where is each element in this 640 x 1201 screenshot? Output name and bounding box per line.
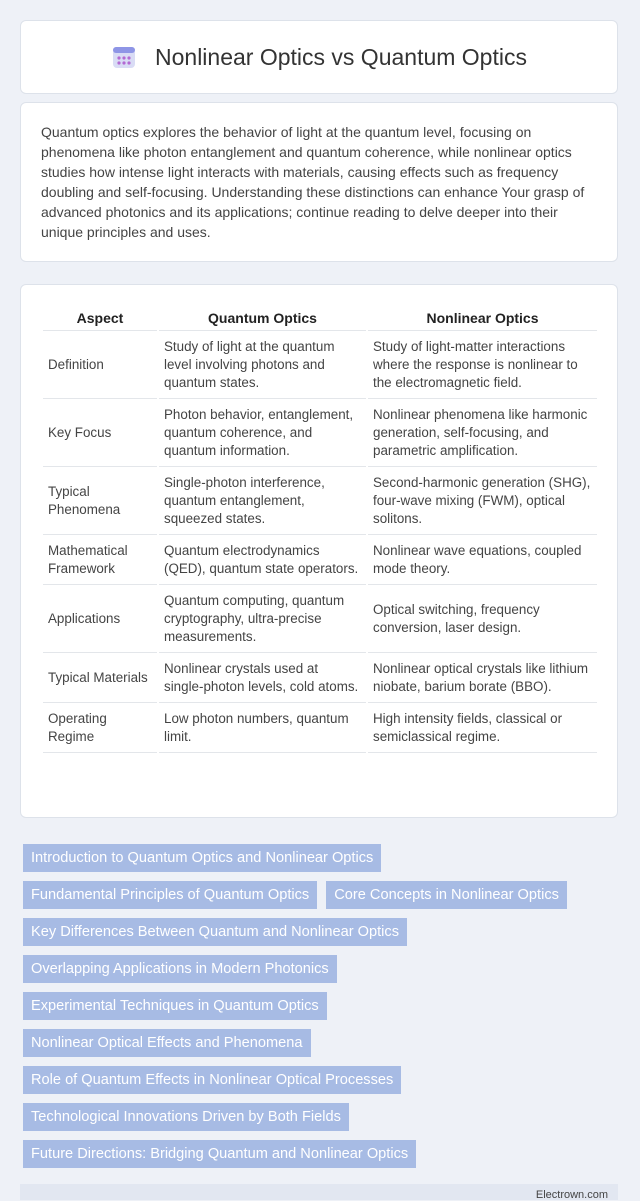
table-cell-quantum: Nonlinear crystals used at single-photon levels, cold atoms. — [159, 653, 366, 703]
table-cell-quantum: Single-photon interference, quantum entanglement, squeezed states. — [159, 467, 366, 535]
footer — [20, 1184, 618, 1200]
column-header-quantum: Quantum Optics — [159, 303, 366, 331]
table-cell-aspect: Operating Regime — [43, 703, 157, 753]
table-cell-quantum: Quantum computing, quantum cryptography, ultra-precise measurements. — [159, 585, 366, 653]
comparison-table — [41, 303, 599, 753]
comparison-table-card — [20, 284, 618, 818]
table-cell-quantum: Study of light at the quantum level involving photons and quantum states. — [159, 331, 366, 399]
calendar-icon — [111, 44, 137, 70]
table-cell-aspect: Key Focus — [43, 399, 157, 467]
topic-link-future-directions[interactable]: Future Directions: Bridging Quantum and Nonlinear Optics — [23, 1140, 416, 1168]
intro-text: Quantum optics explores the behavior of light at the quantum level, focusing on phenomena like photon entanglement and quantum coherence, while nonlinear optics studies how intense light interacts with materials, causing effects such as frequency doubling and self-focusing. Understanding these distinctions can enhance Your grasp of advanced photonics and its applications; continue reading to delve deeper into their unique principles and uses. — [41, 124, 585, 240]
table-row — [43, 585, 597, 653]
table-cell-nonlinear: Nonlinear phenomena like harmonic generation, self-focusing, and parametric amplification. — [368, 399, 597, 467]
table-row — [43, 399, 597, 467]
table-row — [43, 703, 597, 753]
table-cell-aspect: Applications — [43, 585, 157, 653]
page-title: Nonlinear Optics vs Quantum Optics — [155, 43, 527, 70]
table-row — [43, 467, 597, 535]
topic-link-experimental-techniques[interactable]: Experimental Techniques in Quantum Optics — [23, 992, 327, 1020]
table-cell-aspect: Definition — [43, 331, 157, 399]
title-wrap — [111, 44, 527, 71]
topic-link-nonlinear-effects[interactable]: Nonlinear Optical Effects and Phenomena — [23, 1029, 311, 1057]
table-cell-nonlinear: Study of light-matter interactions where the response is nonlinear to the electromagnetic field. — [368, 331, 597, 399]
table-cell-nonlinear: Optical switching, frequency conversion, laser design. — [368, 585, 597, 653]
column-header-aspect: Aspect — [43, 303, 157, 331]
table-cell-quantum: Photon behavior, entanglement, quantum coherence, and quantum information. — [159, 399, 366, 467]
table-cell-nonlinear: Nonlinear wave equations, coupled mode theory. — [368, 535, 597, 585]
table-cell-aspect: Typical Phenomena — [43, 467, 157, 535]
intro-card — [20, 102, 618, 262]
topic-link-introduction[interactable]: Introduction to Quantum Optics and Nonlinear Optics — [23, 844, 381, 872]
topic-link-fundamental-principles[interactable]: Fundamental Principles of Quantum Optics — [23, 881, 317, 909]
topic-link-key-differences[interactable]: Key Differences Between Quantum and Nonlinear Optics — [23, 918, 407, 946]
table-cell-aspect: Typical Materials — [43, 653, 157, 703]
table-cell-nonlinear: Nonlinear optical crystals like lithium niobate, barium borate (BBO). — [368, 653, 597, 703]
topic-link-overlapping-applications[interactable]: Overlapping Applications in Modern Photonics — [23, 955, 337, 983]
topic-link-technological-innovations[interactable]: Technological Innovations Driven by Both Fields — [23, 1103, 349, 1131]
table-cell-quantum: Quantum electrodynamics (QED), quantum state operators. — [159, 535, 366, 585]
table-cell-nonlinear: High intensity fields, classical or semiclassical regime. — [368, 703, 597, 753]
table-cell-aspect: Mathematical Framework — [43, 535, 157, 585]
footer-site-name[interactable]: Electrown.com — [535, 1189, 608, 1201]
table-row — [43, 535, 597, 585]
topic-links — [23, 844, 623, 1168]
topic-link-core-concepts[interactable]: Core Concepts in Nonlinear Optics — [326, 881, 567, 909]
table-header-row — [43, 303, 597, 331]
table-cell-nonlinear: Second-harmonic generation (SHG), four-wave mixing (FWM), optical solitons. — [368, 467, 597, 535]
topic-link-role-of-quantum-effects[interactable]: Role of Quantum Effects in Nonlinear Optical Processes — [23, 1066, 401, 1094]
column-header-nonlinear: Nonlinear Optics — [368, 303, 597, 331]
table-cell-quantum: Low photon numbers, quantum limit. — [159, 703, 366, 753]
table-row — [43, 331, 597, 399]
table-row — [43, 653, 597, 703]
header-card — [20, 20, 618, 94]
